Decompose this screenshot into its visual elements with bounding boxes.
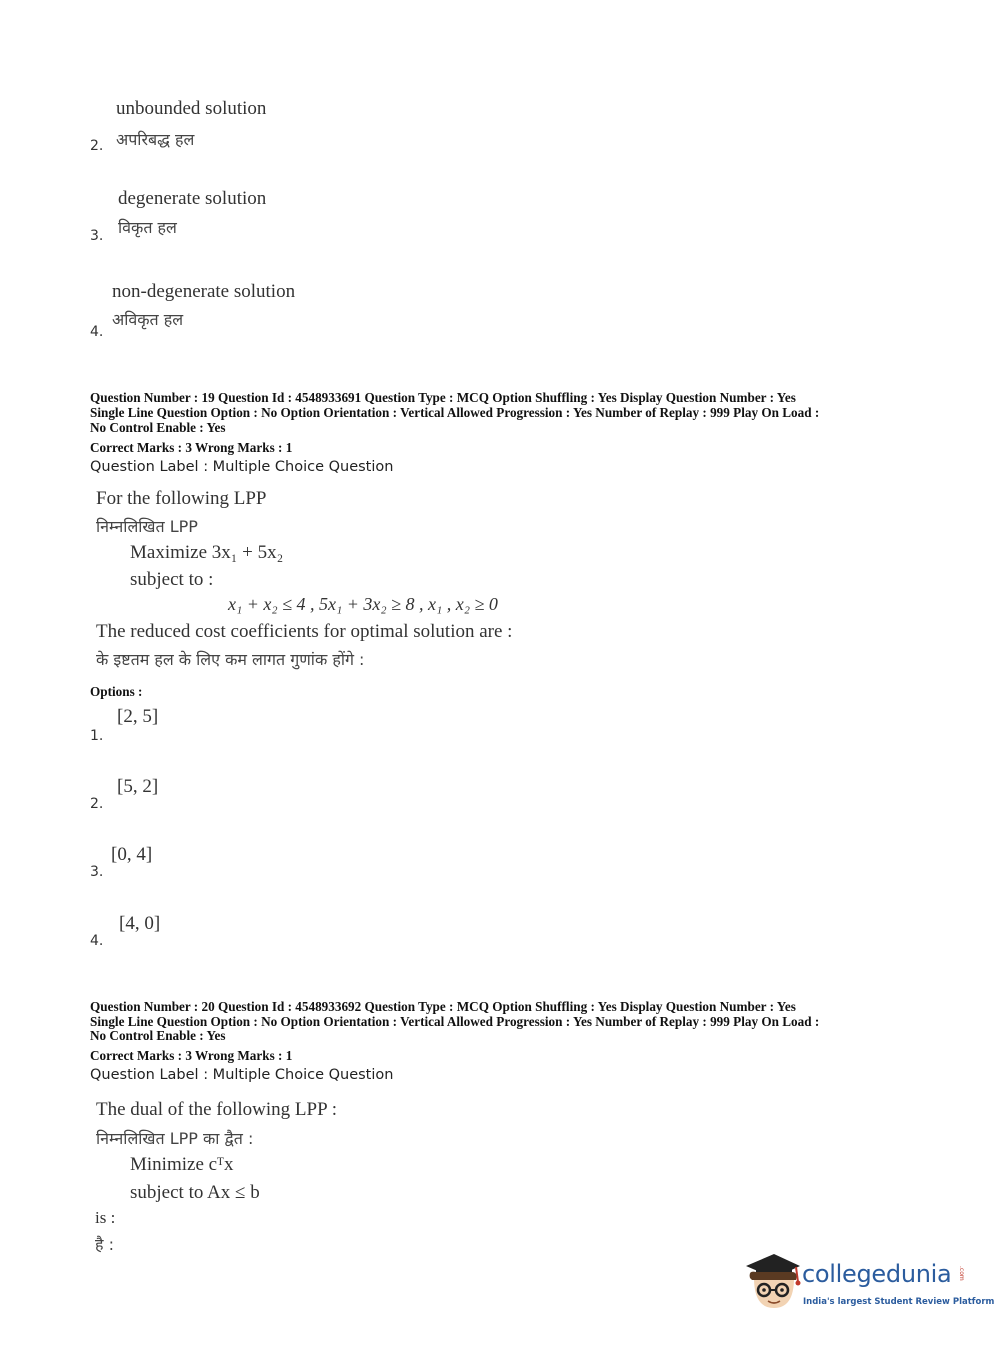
option-text: [5, 2]: [117, 776, 159, 797]
option-number: 1.: [90, 728, 104, 744]
question-meta-line: Single Line Question Option : No Option Orientation : Vertical Allowed Progression : Yes Number of Replay : 999 Play On Load :: [90, 405, 820, 420]
brand-name: collegedunia: [802, 1260, 952, 1288]
question-meta-line: No Control Enable : Yes: [90, 1028, 226, 1043]
is-label-en: is :: [95, 1208, 116, 1227]
collegedunia-logo: [740, 1248, 995, 1318]
brand-tagline: India's largest Student Review Platform: [803, 1297, 995, 1307]
question-meta-line: Single Line Question Option : No Option Orientation : Vertical Allowed Progression : Yes Number of Replay : 999 Play On Load :: [90, 1014, 820, 1029]
question-meta-line: No Control Enable : Yes: [90, 420, 226, 435]
subject-to-label: subject to Ax ≤ b: [130, 1182, 260, 1203]
objective-function: Maximize 3x₁ + 5x₂: [130, 542, 284, 563]
question-meta-line: Question Number : 19 Question Id : 4548933691 Question Type : MCQ Option Shuffling : Yes Display Question Number : Yes: [90, 390, 796, 405]
question-label: Question Label : Multiple Choice Question: [90, 1067, 394, 1083]
question-intro-en: For the following LPP: [96, 488, 267, 509]
option-text-en: unbounded solution: [116, 98, 267, 119]
question-text-en: The reduced cost coefficients for optimal solution are :: [96, 621, 513, 642]
question-label: Question Label : Multiple Choice Question: [90, 459, 394, 475]
option-number: 4.: [90, 324, 104, 340]
constraints: x₁ + x₂ ≤ 4 , 5x₁ + 3x₂ ≥ 8 , x₁ , x₂ ≥ 0: [228, 594, 498, 614]
option-text-hi: अविकृत हल: [112, 310, 184, 329]
objective-function: Minimize cᵀx: [130, 1154, 234, 1175]
option-text-en: non-degenerate solution: [112, 281, 296, 302]
option-text: [2, 5]: [117, 706, 159, 727]
subject-to-label: subject to :: [130, 569, 214, 590]
mascot-icon: [740, 1248, 802, 1314]
question-marks: Correct Marks : 3 Wrong Marks : 1: [90, 440, 293, 455]
question-intro-hi: निम्नलिखित LPP: [96, 517, 198, 536]
brand-com: .com: [958, 1266, 965, 1281]
question-marks: Correct Marks : 3 Wrong Marks : 1: [90, 1048, 293, 1063]
options-label: Options :: [90, 684, 143, 699]
question-intro-en: The dual of the following LPP :: [96, 1099, 337, 1120]
option-text-en: degenerate solution: [118, 188, 267, 209]
option-number: 3.: [90, 228, 104, 244]
question-text-hi: के इष्टतम हल के लिए कम लागत गुणांक होंगे :: [96, 650, 365, 669]
option-text: [4, 0]: [119, 913, 161, 934]
question-intro-hi: निम्नलिखित LPP का द्वैत :: [96, 1129, 254, 1148]
option-number: 2.: [90, 796, 104, 812]
question-meta-line: Question Number : 20 Question Id : 4548933692 Question Type : MCQ Option Shuffling : Yes Display Question Number : Yes: [90, 999, 796, 1014]
option-text-hi: विकृत हल: [118, 218, 177, 237]
option-number: 3.: [90, 864, 104, 880]
option-number: 2.: [90, 138, 104, 154]
option-number: 4.: [90, 933, 104, 949]
is-label-hi: है :: [95, 1235, 114, 1254]
option-text: [0, 4]: [111, 844, 153, 865]
option-text-hi: अपरिबद्ध हल: [116, 130, 195, 149]
